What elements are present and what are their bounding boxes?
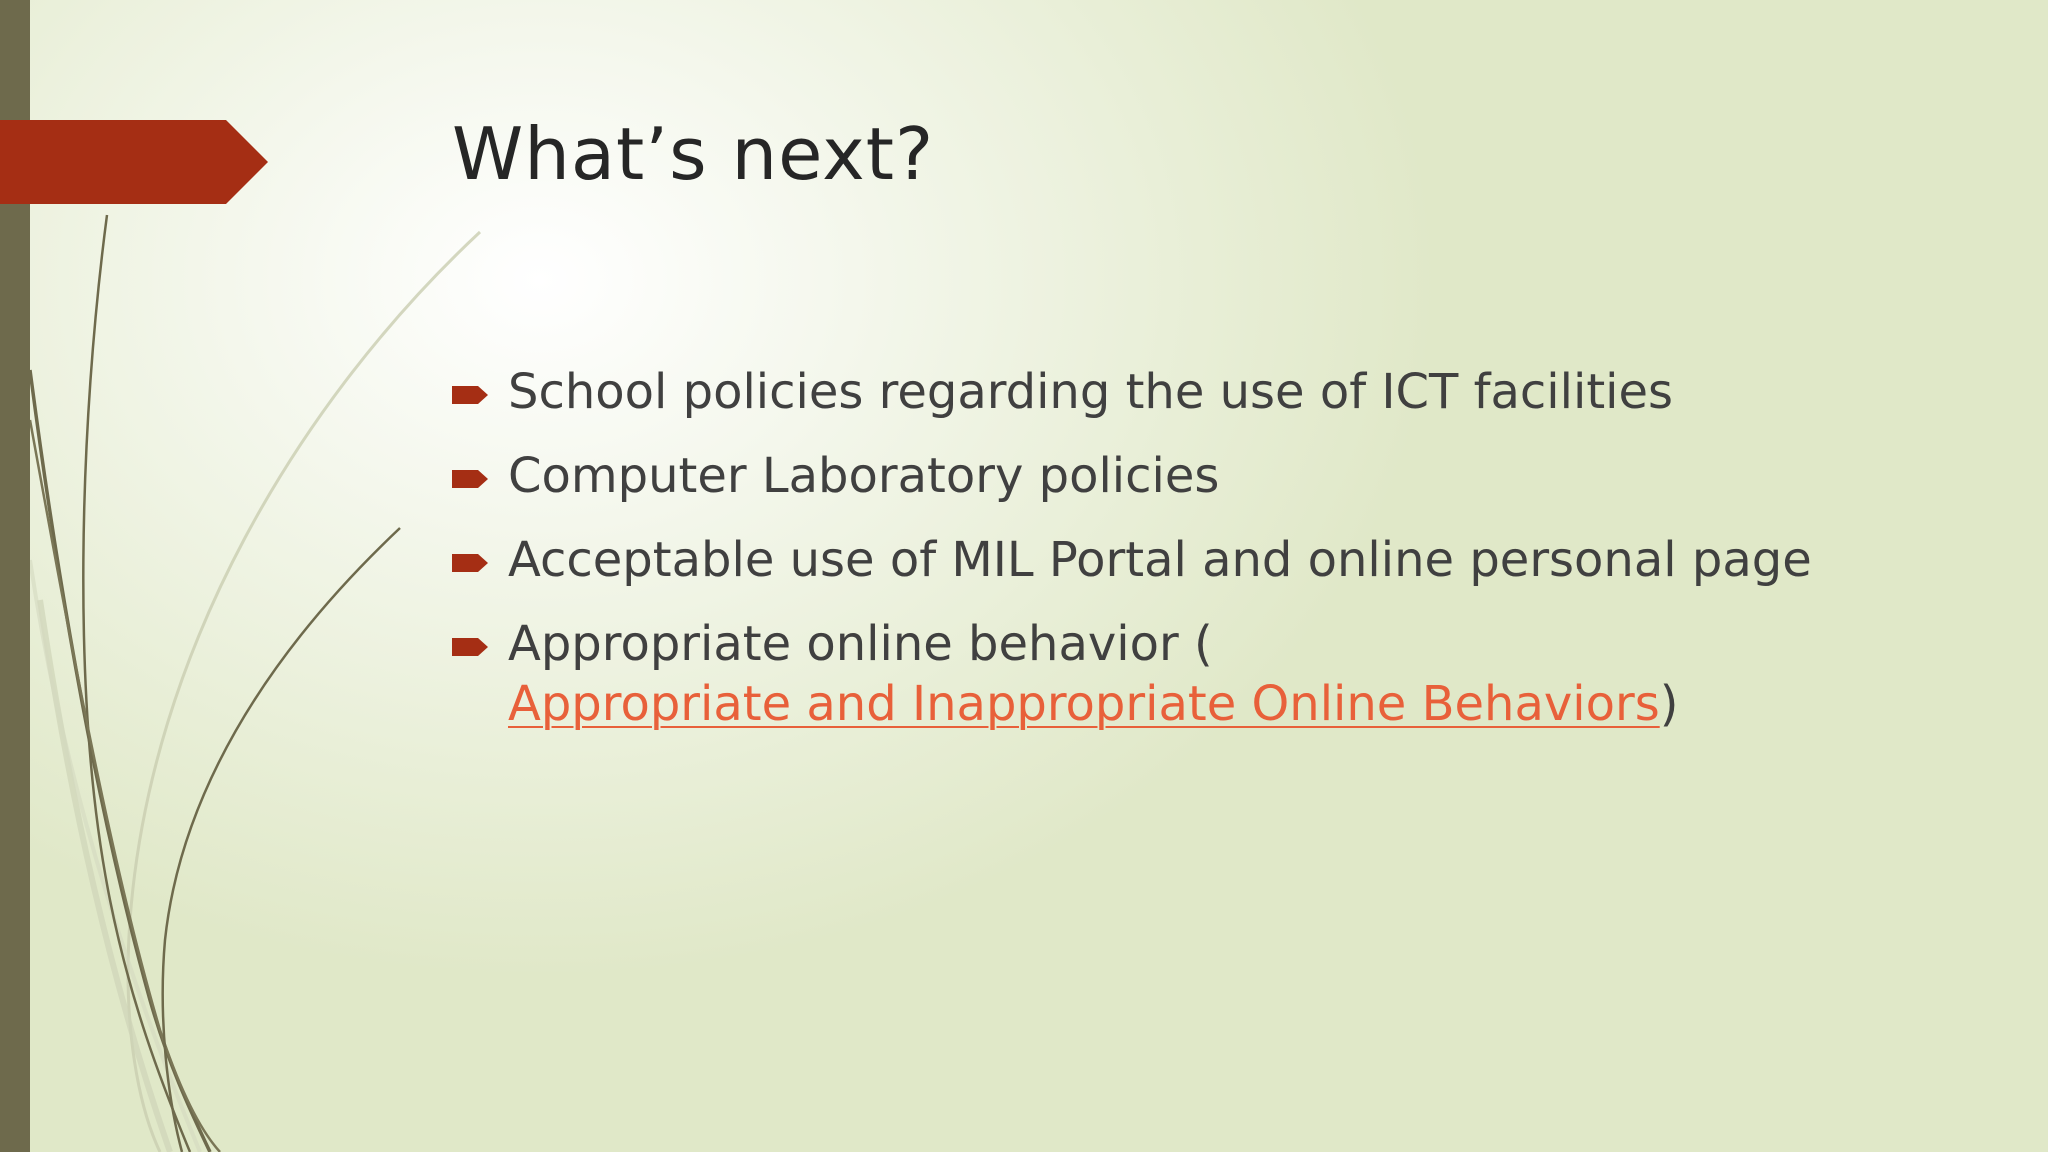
- bullet-item-ict-policies: [452, 362, 2012, 422]
- arrow-banner-icon: [0, 120, 268, 204]
- online-behaviors-link[interactable]: Appropriate and Inappropriate Online Behaviors: [508, 676, 1660, 732]
- bullet-suffix: ): [1659, 676, 1679, 732]
- bullet-item-acceptable-use: [452, 530, 2012, 590]
- arrow-bullet-icon: [452, 552, 490, 574]
- left-bar: [0, 0, 30, 1152]
- bullet-link-line: [508, 674, 2012, 734]
- bullet-item-online-behavior: [452, 614, 2012, 734]
- arrow-bullet-icon: [452, 636, 490, 658]
- arrow-bullet-icon: [452, 384, 490, 406]
- bullet-list: [452, 362, 2012, 758]
- bullet-text: Computer Laboratory policies: [508, 448, 1220, 504]
- bullet-item-lab-policies: [452, 446, 2012, 506]
- bullet-text: Acceptable use of MIL Portal and online personal page: [508, 532, 1812, 588]
- bullet-text: School policies regarding the use of ICT facilities: [508, 364, 1674, 420]
- arrow-bullet-icon: [452, 468, 490, 490]
- slide-title: What’s next?: [452, 112, 935, 196]
- bullet-text: Appropriate online behavior (: [508, 616, 1213, 672]
